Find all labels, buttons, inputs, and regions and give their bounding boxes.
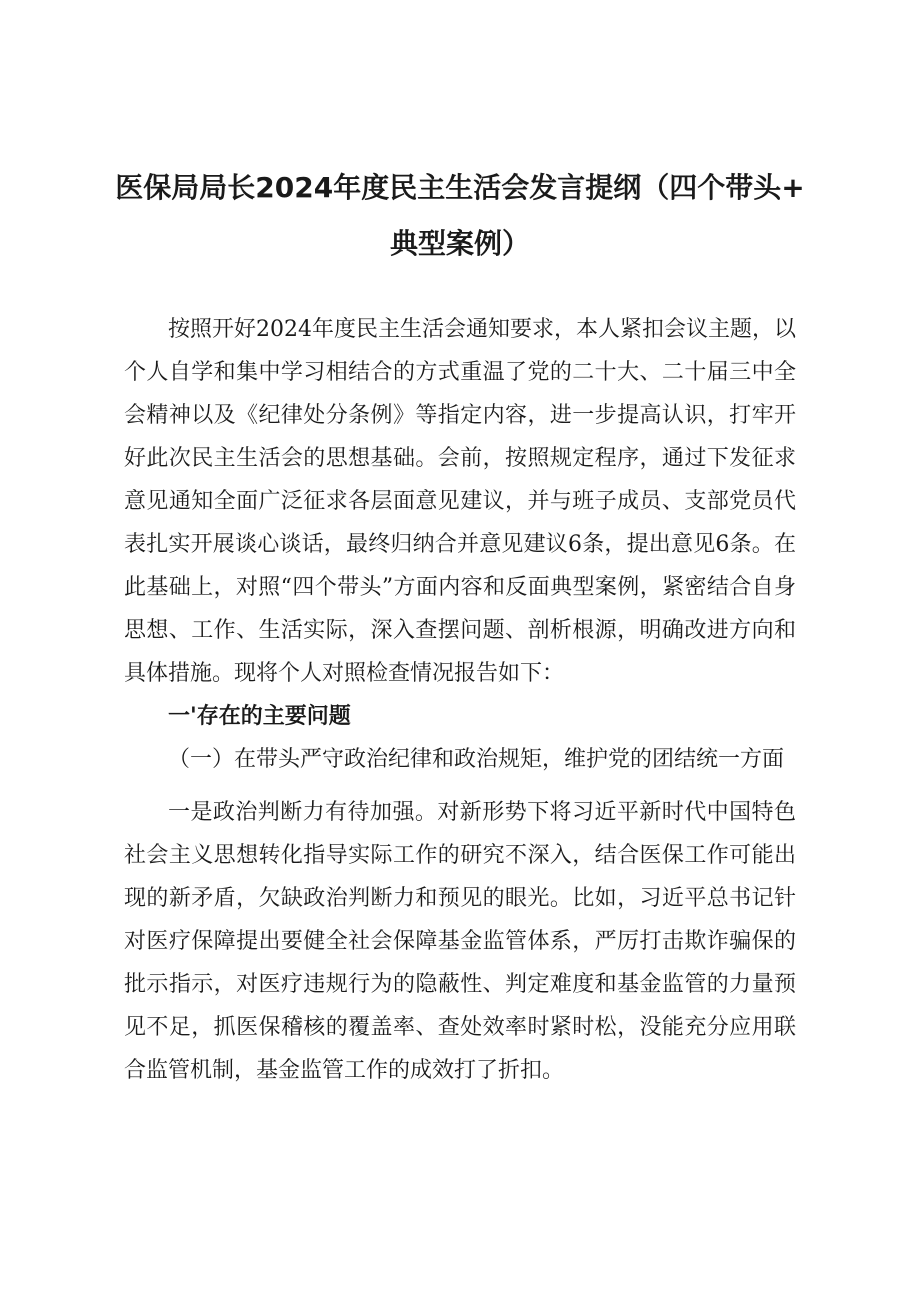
title-line-1: 医保局局长2024年度民主生活会发言提纲（四个带头+ <box>115 171 805 204</box>
section-heading-1: 一'存在的主要问题 <box>168 704 351 729</box>
document-body <box>124 308 796 1092</box>
body-paragraph-1: 一是政治判断力有待加强。对新形势下将习近平新时代中国特色社会主义思想转化指导实际工作的研究不深入，结合医保工作可能出现的新矛盾，欠缺政治判断力和预见的眼光。比如，习近平总书记针对医疗保障提出要健全社会保障基金监管体系，严厉打击欺诈骗保的批示指示，对医疗违规行为的隐蔽性、判定难度和基金监管的力量预见不足，抓医保稽核的覆盖率、查处效率时紧时松，没能充分应用联合监管机制，基金监管工作的成效打了折扣。 <box>124 800 796 1083</box>
intro-paragraph: 按照开好2024年度民主生活会通知要求，本人紧扣会议主题，以个人自学和集中学习相结合的方式重温了党的二十大、二十届三中全会精神以及《纪律处分条例》等指定内容，进一步提高认识，打牢开好此次民主生活会的思想基础。会前，按照规定程序，通过下发征求意见通知全面广泛征求各层面意见建议，并与班子成员、支部党员代表扎实开展谈心谈话，最终归纳合并意见建议6条，提出意见6条。在此基础上，对照“四个带头”方面内容和反面典型案例，紧密结合自身思想、工作、生活实际，深入查摆问题、剖析根源，明确改进方向和具体措施。现将个人对照检查情况报告如下： <box>124 317 796 686</box>
title-line-2: 典型案例） <box>389 227 530 260</box>
document-title <box>110 160 810 272</box>
subsection-heading-1: （一）在带头严守政治纪律和政治规矩，维护党的团结统一方面 <box>168 747 785 772</box>
